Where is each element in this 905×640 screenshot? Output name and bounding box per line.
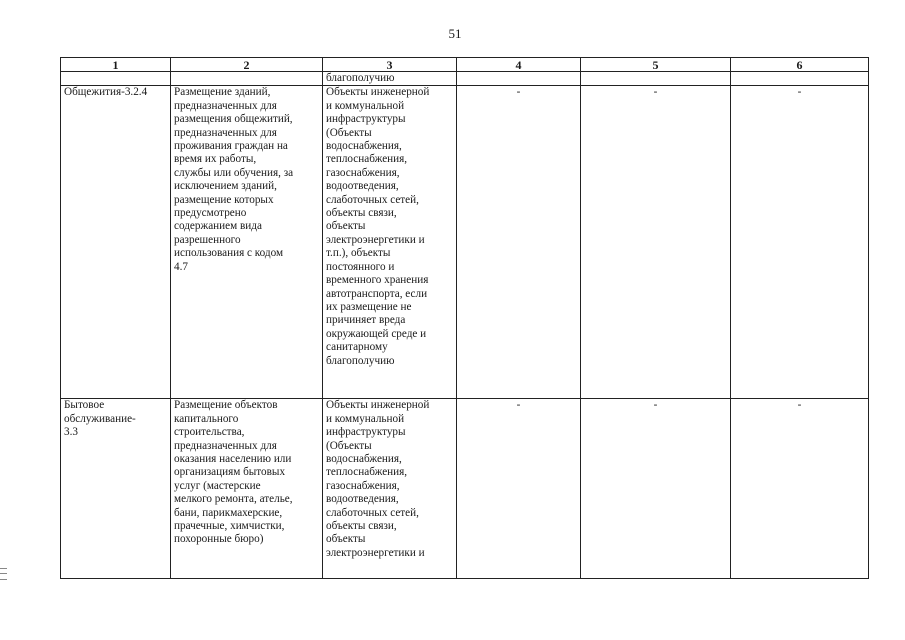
- column-header-1: 1: [61, 58, 171, 72]
- dash-value: -: [653, 86, 658, 99]
- cell: [171, 72, 323, 86]
- cell: благополучию: [323, 72, 457, 86]
- cell-col6: [731, 86, 869, 399]
- table-row: [61, 399, 869, 579]
- column-header-2: 2: [171, 58, 323, 72]
- cell-col5: [581, 86, 731, 399]
- dash-value: -: [516, 399, 521, 412]
- cell-description: Размещение объектов капитального строительства, предназначенных для оказания населению или организациям бытовых услуг (мастерские мелкого ремонта, ателье, бани, парикмахерские, прачечные, химчистки, похоронные бюро): [171, 399, 323, 579]
- table-row: [61, 86, 869, 399]
- column-header-5: 5: [581, 58, 731, 72]
- column-header-3: 3: [323, 58, 457, 72]
- cell-auxiliary-uses: Объекты инженерной и коммунальной инфраструктуры (Объекты водоснабжения, теплоснабжения, газоснабжения, водоотведения, слаботочных сетей, объекты связи, объекты электроэнергетики и: [323, 399, 457, 579]
- cell: [61, 72, 171, 86]
- cell: [731, 72, 869, 86]
- cell-description: Размещение зданий, предназначенных для размещения общежитий, предназначенных для проживания граждан на время их работы, службы или обучения, за исключением зданий, размещение которых предусмотрено содержанием вида разрешенного использования с кодом 4.7: [171, 86, 323, 399]
- dash-value: -: [797, 399, 802, 412]
- cell-col5: [581, 399, 731, 579]
- cell-col4: [457, 86, 581, 399]
- header-row: [61, 58, 869, 72]
- land-use-table: [60, 57, 869, 579]
- dash-value: -: [797, 86, 802, 99]
- column-header-6: 6: [731, 58, 869, 72]
- cell-col4: [457, 399, 581, 579]
- scan-edge-mark: [0, 568, 7, 580]
- dash-value: -: [653, 399, 658, 412]
- continuation-row: [61, 72, 869, 86]
- cell: [457, 72, 581, 86]
- cell: [581, 72, 731, 86]
- cell-auxiliary-uses: Объекты инженерной и коммунальной инфраструктуры (Объекты водоснабжения, теплоснабжения, газоснабжения, водоотведения, слаботочных сетей, объекты связи, объекты электроэнергетики и т.п.), объекты постоянного и временного хранения автотранспорта, если их размещение не причиняет вреда окружающей среде и санитарному благополучию: [323, 86, 457, 399]
- cell-land-use-type: Общежития-3.2.4: [61, 86, 171, 399]
- page-number: 51: [448, 26, 462, 41]
- column-header-4: 4: [457, 58, 581, 72]
- cell-col6: [731, 399, 869, 579]
- cell-land-use-type: Бытовое обслуживание- 3.3: [61, 399, 171, 579]
- dash-value: -: [516, 86, 521, 99]
